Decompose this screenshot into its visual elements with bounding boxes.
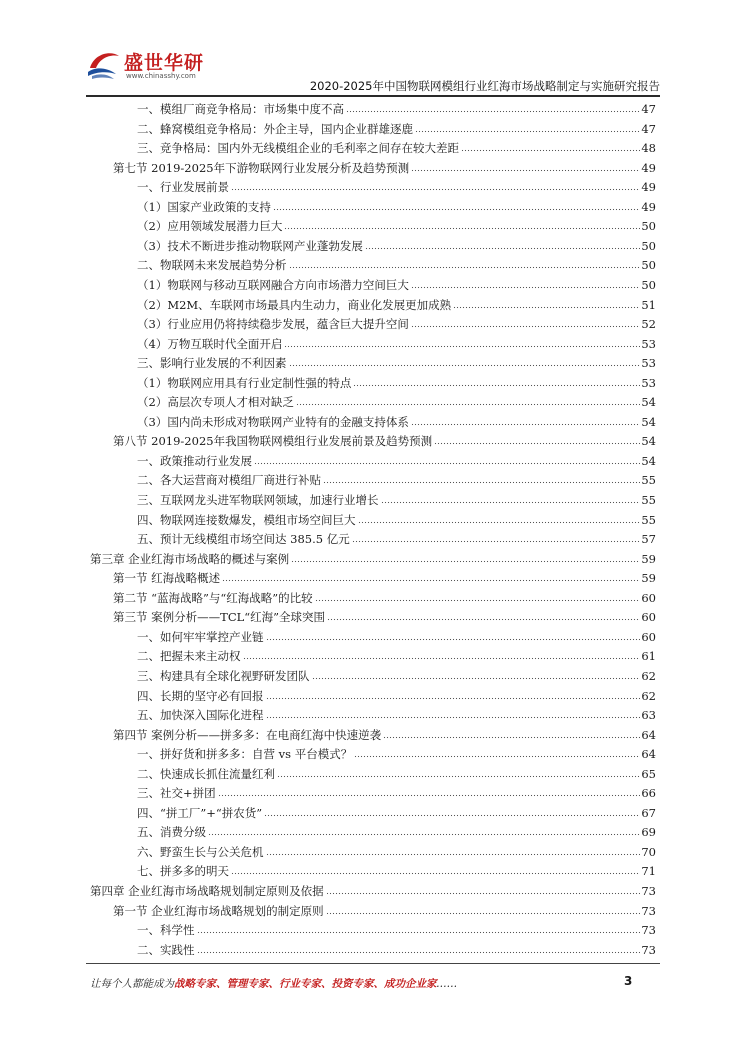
- toc-entry-label: 三、竞争格局：国内外无线模组企业的毛利率之间存在较大差距: [137, 141, 459, 156]
- toc-entry[interactable]: [137, 803, 656, 821]
- toc-entry-label: 一、如何牢牢掌控产业链: [137, 629, 264, 644]
- toc-entry[interactable]: [137, 373, 656, 391]
- toc-entry-page: 51: [641, 297, 656, 312]
- toc-entry[interactable]: [113, 725, 656, 743]
- header-divider: [86, 95, 660, 97]
- toc-entry-page: 60: [641, 610, 656, 625]
- toc-dot-leader: [284, 227, 640, 230]
- toc-entry-page: 49: [641, 180, 656, 195]
- toc-entry-page: 69: [641, 825, 656, 840]
- toc-dot-leader: [326, 912, 641, 915]
- toc-entry[interactable]: [137, 529, 656, 547]
- toc-dot-leader: [289, 364, 641, 367]
- toc-entry-page: 53: [641, 356, 656, 371]
- toc-entry-page: 53: [641, 336, 656, 351]
- toc-entry-label: 五、消费分级: [137, 825, 206, 840]
- toc-entry-page: 67: [641, 805, 656, 820]
- toc-entry[interactable]: [137, 295, 656, 313]
- toc-dot-leader: [296, 403, 641, 406]
- toc-dot-leader: [352, 540, 641, 543]
- toc-dot-leader: [312, 677, 641, 680]
- toc-entry-label: 三、社交+拼团: [137, 786, 216, 801]
- toc-entry-page: 59: [641, 571, 656, 586]
- toc-entry-label: 第四章 企业红海市场战略规划制定原则及依据: [90, 884, 324, 898]
- toc-dot-leader: [453, 306, 640, 309]
- footer-divider: [86, 963, 660, 964]
- toc-entry-page: 50: [641, 258, 656, 273]
- page-number: 3: [624, 974, 633, 988]
- toc-dot-leader: [218, 794, 641, 797]
- toc-entry[interactable]: [137, 822, 656, 840]
- toc-entry[interactable]: [90, 549, 656, 567]
- toc-entry-label: 一、科学性: [137, 923, 195, 938]
- toc-entry-page: 73: [641, 923, 656, 938]
- toc-entry-page: 54: [641, 395, 656, 410]
- toc-entry-page: 52: [641, 317, 656, 332]
- toc-entry-label: （3）技术不断进步推动物联网产业蓬勃发展: [137, 238, 363, 253]
- toc-dot-leader: [323, 481, 640, 484]
- toc-entry-page: 63: [641, 708, 656, 723]
- toc-dot-leader: [346, 110, 640, 113]
- company-logo: [86, 46, 216, 86]
- toc-entry[interactable]: [137, 783, 656, 801]
- toc-dot-leader: [383, 736, 640, 739]
- toc-entry-page: 53: [641, 375, 656, 390]
- toc-entry[interactable]: [137, 236, 656, 254]
- toc-entry-page: 62: [641, 688, 656, 703]
- toc-entry-label: 三、构建具有全球化视野研发团队: [137, 668, 310, 683]
- toc-entry-label: （3）行业应用仍将持续稳步发展，蕴含巨大提升空间: [137, 317, 409, 332]
- toc-entry[interactable]: [113, 901, 656, 919]
- toc-entry[interactable]: [137, 314, 656, 332]
- toc-entry[interactable]: [137, 764, 656, 782]
- toc-entry[interactable]: [137, 197, 656, 215]
- toc-entry-page: 60: [641, 629, 656, 644]
- toc-entry-label: （1）国家产业政策的支持: [137, 199, 271, 214]
- toc-entry-page: 59: [641, 551, 656, 566]
- toc-entry-label: （1）物联网与移动互联网融合方向市场潜力空间巨大: [137, 277, 409, 292]
- toc-dot-leader: [411, 325, 641, 328]
- toc-entry[interactable]: [137, 177, 656, 195]
- toc-entry-label: 二、把握未来主动权: [137, 649, 241, 664]
- toc-entry[interactable]: [137, 510, 656, 528]
- toc-dot-leader: [231, 872, 640, 875]
- toc-entry-page: 54: [641, 414, 656, 429]
- toc-entry[interactable]: [137, 119, 656, 137]
- toc-dot-leader: [277, 775, 640, 778]
- toc-entry-page: 65: [641, 766, 656, 781]
- toc-dot-leader: [284, 345, 640, 348]
- toc-entry-label: 第七节 2019-2025年下游物联网行业发展分析及趋势预测: [113, 160, 410, 175]
- toc-entry-label: 第三章 企业红海市场战略的概述与案例: [90, 551, 290, 566]
- toc-dot-leader: [353, 384, 640, 387]
- toc-dot-leader: [411, 169, 640, 172]
- toc-entry-label: （1）物联网应用具有行业定制性强的特点: [137, 375, 352, 390]
- toc-entry-label: 三、影响行业发展的不利因素: [137, 356, 287, 371]
- toc-entry-label: 一、政策推动行业发展: [137, 453, 252, 468]
- toc-entry[interactable]: [137, 470, 656, 488]
- toc-entry[interactable]: [113, 158, 656, 176]
- toc-entry-page: 50: [641, 219, 656, 234]
- toc-dot-leader: [266, 716, 641, 719]
- toc-entry-label: 四、长期的坚守必有回报: [137, 688, 264, 703]
- toc-entry[interactable]: [113, 607, 656, 625]
- toc-entry-label: 三、互联网龙头进军物联网领域，加速行业增长: [137, 493, 379, 507]
- toc-dot-leader: [315, 599, 641, 602]
- toc-entry[interactable]: [137, 255, 656, 273]
- toc-entry[interactable]: [137, 392, 656, 410]
- logo-emblem-icon: [86, 46, 122, 82]
- toc-dot-leader: [461, 149, 640, 152]
- toc-entry-label: 二、实践性: [137, 942, 195, 957]
- toc-entry-label: 第三节 案例分析——TCL“红海”全球突围: [113, 610, 326, 625]
- toc-entry-label: （2）应用领域发展潜力巨大: [137, 219, 283, 234]
- toc-entry-label: 一、拼好货和拼多多：自营 vs 平台模式？: [137, 747, 353, 762]
- toc-entry-page: 64: [641, 727, 656, 742]
- toc-entry-label: 第二节 “蓝海战略”与“红海战略”的比较: [113, 590, 313, 605]
- toc-entry-page: 55: [641, 512, 656, 527]
- toc-dot-leader: [254, 462, 640, 465]
- footer-slogan-roles: 战略专家、管理专家、行业专家、投资专家、成功企业家: [174, 978, 437, 990]
- toc-entry-page: 55: [641, 473, 656, 488]
- toc-entry-page: 71: [641, 864, 656, 879]
- footer-slogan: [90, 976, 458, 991]
- footer-slogan-prefix: 让每个人都能成为: [90, 978, 174, 990]
- toc-dot-leader: [381, 501, 641, 504]
- toc-entry-label: 第一节 红海战略概述: [113, 571, 221, 586]
- toc-entry-page: 61: [641, 649, 656, 664]
- toc-entry-page: 62: [641, 668, 656, 683]
- toc-entry-page: 50: [641, 277, 656, 292]
- toc-dot-leader: [222, 579, 640, 582]
- toc-entry[interactable]: [137, 412, 656, 430]
- toc-dot-leader: [197, 931, 641, 934]
- toc-entry-label: 二、快速成长抓住流量红利: [137, 766, 275, 781]
- toc-dot-leader: [411, 423, 641, 426]
- toc-entry[interactable]: [137, 861, 656, 879]
- toc-entry-page: 60: [641, 590, 656, 605]
- toc-dot-leader: [197, 951, 641, 954]
- toc-entry[interactable]: [90, 881, 656, 899]
- toc-entry-page: 47: [641, 121, 656, 136]
- toc-entry-page: 73: [641, 884, 656, 898]
- toc-dot-leader: [289, 266, 641, 269]
- toc-entry-page: 50: [641, 238, 656, 253]
- toc-entry-page: 48: [641, 141, 656, 156]
- toc-entry-page: 55: [641, 493, 656, 507]
- toc-entry-label: 二、物联网未来发展趋势分析: [137, 258, 287, 273]
- toc-entry-page: 49: [641, 199, 656, 214]
- toc-entry[interactable]: [113, 568, 656, 586]
- toc-entry[interactable]: [137, 686, 656, 704]
- toc-entry-label: 四、“拼工厂”+“拼农货”: [137, 805, 263, 820]
- toc-entry[interactable]: [137, 940, 656, 958]
- toc-dot-leader: [365, 247, 641, 250]
- toc-dot-leader: [326, 892, 641, 895]
- toc-dot-leader: [291, 560, 640, 563]
- toc-entry[interactable]: [137, 138, 656, 156]
- toc-entry-page: 54: [641, 453, 656, 468]
- toc-dot-leader: [434, 442, 640, 445]
- toc-entry[interactable]: [137, 334, 656, 352]
- toc-dot-leader: [415, 130, 640, 133]
- toc-entry[interactable]: [137, 490, 656, 508]
- toc-entry-label: 二、各大运营商对模组厂商进行补贴: [137, 473, 321, 488]
- toc-dot-leader: [231, 188, 640, 191]
- toc-entry[interactable]: [137, 216, 656, 234]
- toc-entry[interactable]: [137, 353, 656, 371]
- toc-entry-label: 二、蜂窝模组竞争格局：外企主导，国内企业群雄逐鹿: [137, 121, 413, 136]
- toc-entry-page: 73: [641, 903, 656, 918]
- toc-entry[interactable]: [137, 646, 656, 664]
- toc-entry-page: 70: [641, 844, 656, 859]
- toc-entry-label: 四、物联网连接数爆发，模组市场空间巨大: [137, 512, 356, 527]
- toc-entry[interactable]: [137, 627, 656, 645]
- toc-entry[interactable]: [137, 99, 656, 117]
- document-title: 2020-2025年中国物联网模组行业红海市场战略制定与实施研究报告: [309, 79, 660, 93]
- toc-entry-label: 第一节 企业红海市场战略规划的制定原则: [113, 903, 324, 918]
- toc-dot-leader: [208, 833, 640, 836]
- toc-entry-label: 一、行业发展前景: [137, 180, 229, 195]
- toc-entry-page: 54: [641, 434, 656, 449]
- footer-slogan-suffix: ……: [436, 978, 458, 990]
- toc-entry[interactable]: [137, 744, 656, 762]
- toc-dot-leader: [273, 208, 641, 211]
- toc-dot-leader: [243, 657, 641, 660]
- toc-entry-label: 第八节 2019-2025年我国物联网模组行业发展前景及趋势预测: [113, 434, 433, 449]
- toc-entry[interactable]: [137, 920, 656, 938]
- toc-entry-label: 五、预计无线模组市场空间达 385.5 亿元: [137, 532, 350, 547]
- toc-dot-leader: [354, 755, 640, 758]
- toc-dot-leader: [266, 697, 641, 700]
- toc-entry-label: （4）万物互联时代全面开启: [137, 336, 283, 351]
- toc-entry[interactable]: [137, 451, 656, 469]
- toc-entry-label: （3）国内尚未形成对物联网产业特有的金融支持体系: [137, 414, 409, 429]
- toc-entry-page: 49: [641, 160, 656, 175]
- toc-entry-page: 66: [641, 786, 656, 801]
- toc-dot-leader: [358, 521, 641, 524]
- toc-entry[interactable]: [137, 842, 656, 860]
- toc-dot-leader: [266, 638, 641, 641]
- toc-entry[interactable]: [113, 431, 656, 449]
- toc-dot-leader: [327, 618, 640, 621]
- toc-entry-label: 六、野蛮生长与公关危机: [137, 844, 264, 859]
- toc-entry-label: 七、拼多多的明天: [137, 864, 229, 879]
- toc-entry-label: 五、加快深入国际化进程: [137, 708, 264, 723]
- toc-dot-leader: [411, 286, 641, 289]
- toc-entry-label: （2）M2M、车联网市场最具内生动力，商业化发展更加成熟: [137, 297, 452, 312]
- page-header: [0, 0, 744, 98]
- toc-entry[interactable]: [137, 705, 656, 723]
- toc-entry[interactable]: [113, 588, 656, 606]
- logo-text: 盛世华研: [124, 52, 205, 74]
- toc-entry-page: 47: [641, 102, 656, 116]
- toc-entry[interactable]: [137, 275, 656, 293]
- toc-entry[interactable]: [137, 666, 656, 684]
- logo-url: www.chinasshy.com: [126, 72, 196, 80]
- toc-entry-label: 一、模组厂商竞争格局：市场集中度不高: [137, 102, 344, 116]
- toc-entry-page: 73: [641, 942, 656, 957]
- toc-entry-label: 第四节 案例分析——拼多多：在电商红海中快速逆袭: [113, 727, 382, 742]
- toc-dot-leader: [266, 853, 641, 856]
- toc-entry-page: 64: [641, 747, 656, 762]
- toc-dot-leader: [264, 814, 640, 817]
- toc-entry-page: 57: [641, 532, 656, 547]
- toc-entry-label: （2）高层次专项人才相对缺乏: [137, 395, 294, 410]
